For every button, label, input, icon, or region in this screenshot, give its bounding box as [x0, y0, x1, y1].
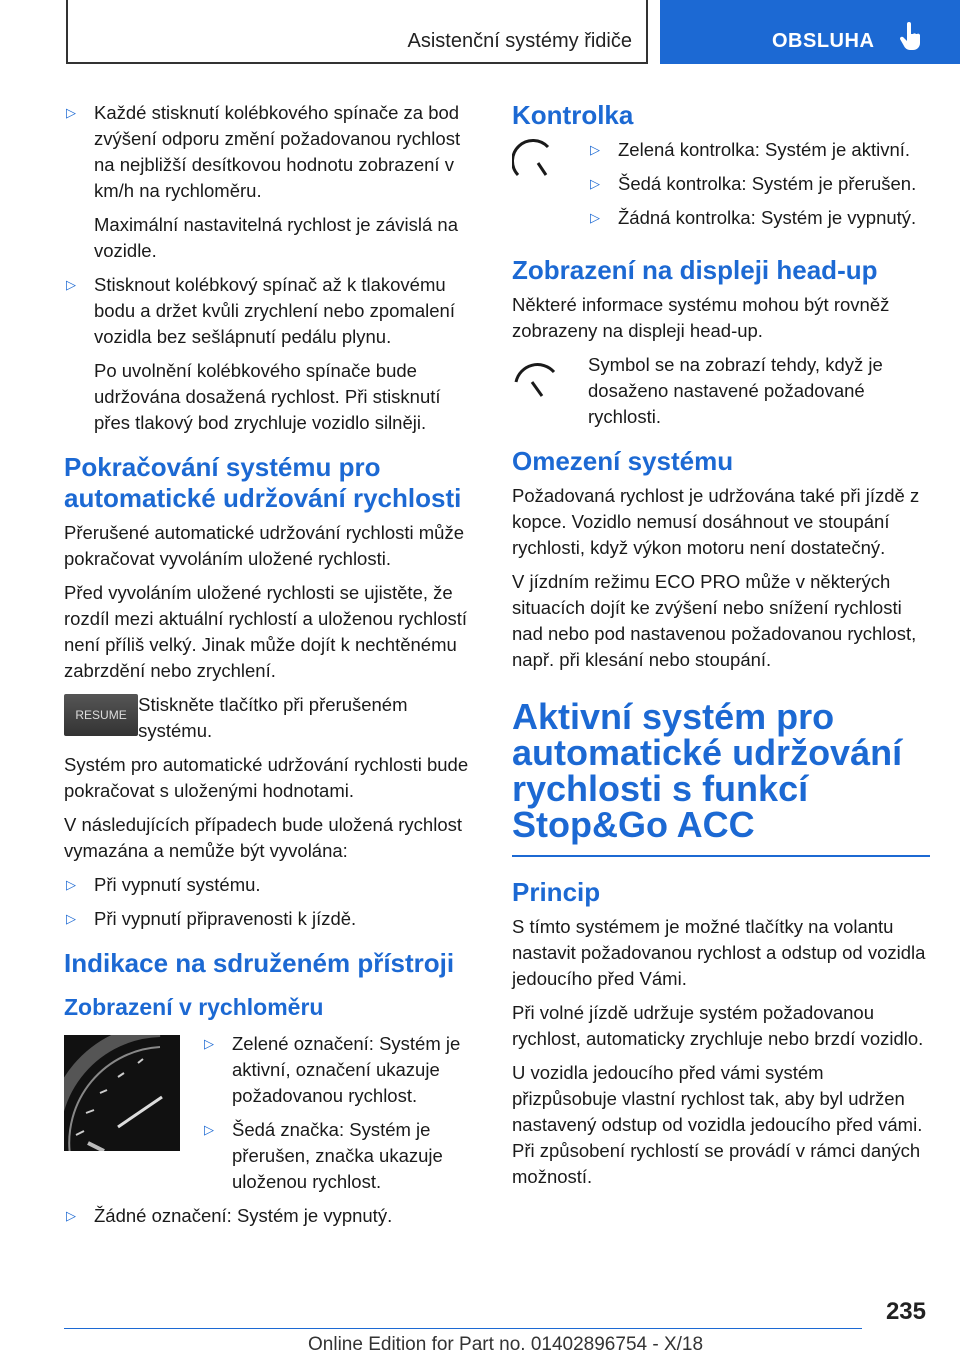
triangle-bullet-icon: ▷	[590, 210, 600, 225]
footer-edition: Online Edition for Part no. 01402896754 - X/18	[308, 1334, 704, 1355]
head-up-symbol-text: Symbol se na zobrazí tehdy, když je dosaženo nastavené požadované rychlosti.	[588, 354, 883, 427]
heading-acc: Aktivní systém pro automatické udržování rychlosti s funkcí Stop&Go ACC	[512, 696, 903, 845]
footer-rule	[64, 1328, 862, 1329]
triangle-bullet-icon: ▷	[204, 1122, 214, 1137]
heading-principle: Princip	[512, 877, 601, 907]
list-item: ▷ Při vypnutí připravenosti k jízdě.	[64, 906, 478, 932]
left-column	[64, 100, 478, 1237]
hand-pointer-icon	[898, 22, 924, 52]
chapter-title: Asistenční systémy řidiče	[407, 30, 632, 52]
speedometer-image	[64, 1035, 180, 1151]
triangle-bullet-icon: ▷	[66, 277, 76, 292]
paragraph: Při volné jízdě udržuje systém požadovanou rychlost, automaticky zrychluje nebo brzdí vozidlo.	[512, 1002, 924, 1049]
paragraph: Některé informace systému mohou být rovněž zobrazeny na displeji head-up.	[512, 294, 890, 341]
cruise-indicator-icon	[512, 137, 558, 183]
list-item: ▷ Žádné označení: Systém je vypnutý.	[64, 1203, 478, 1229]
paragraph: Před vyvoláním uložené rychlosti se ujistěte, že rozdíl mezi aktuální rychlostí a uloženou rychlostí není příliš velký. Jinak může dojít k nechtěnému zabrzdění nebo zrychlení.	[64, 582, 468, 681]
indicator-block	[512, 137, 930, 239]
triangle-bullet-icon: ▷	[66, 877, 76, 892]
heading-indicator: Kontrolka	[512, 100, 634, 130]
header-frame	[66, 0, 648, 64]
resume-button-icon: RESUME	[64, 694, 138, 736]
paragraph: U vozidla jedoucího před vámi systém přizpůsobuje vlastní rychlost tak, aby byl udržen nastavený odstup od vozidla jedoucího před vámi. Při způsobení rychlostí se provádí v rámci daných možností.	[512, 1062, 923, 1187]
heading-head-up: Zobrazení na displeji head-up	[512, 255, 878, 285]
list-item-note: Maximální nastavitelná rychlost je závislá na vozidle.	[94, 214, 458, 261]
resume-text: Stiskněte tlačítko při přerušeném systému.	[138, 694, 408, 741]
triangle-bullet-icon: ▷	[590, 142, 600, 157]
heading-limits: Omezení systému	[512, 446, 734, 476]
resume-instruction	[64, 692, 478, 744]
heading-rule	[512, 855, 930, 857]
paragraph: V jízdním režimu ECO PRO může v některých situacích dojít ke zvýšení nebo snížení rychlosti nad nebo pod nastavenou požadovanou rychlost, např. při klesání nebo stoupání.	[512, 571, 917, 670]
paragraph: Požadovaná rychlost je udržována také při jízdě z kopce. Vozidlo nemusí dosáhnout ve stoupání rychlosti, když výkon motoru není dostatečný.	[512, 485, 920, 558]
heading-resume: Pokračování systému pro automatické udržování rychlosti	[64, 452, 462, 513]
triangle-bullet-icon: ▷	[590, 176, 600, 191]
head-up-symbol-icon	[512, 352, 562, 402]
list-item: ▷ Každé stisknutí kolébkového spínače za bod zvýšení odporu změní požadovanou rychlost na nejbližší desítkovou hodnotu zobrazení v km/h na rychloměru.	[66, 102, 461, 201]
list-item-note: Po uvolnění kolébkového spínače bude udržována dosažená rychlost. Při stisknutí přes tlakový bod zrychluje vozidlo silněji.	[94, 360, 441, 433]
paragraph: S tímto systémem je možné tlačítky na volantu nastavit požadovanou rychlost a odstup od vozidla jedoucího před Vámi.	[512, 916, 926, 989]
list-item: ▷ Stisknout kolébkový spínač až k tlakovému bodu a držet kvůli zrychlení nebo zpomalení vozidla bez sešlápnutí pedálu plynu.	[66, 274, 455, 347]
list-item: ▷ Žádná kontrolka: Systém je vypnutý.	[588, 205, 916, 231]
list-item: ▷ Zelená kontrolka: Systém je aktivní.	[588, 137, 916, 163]
triangle-bullet-icon: ▷	[66, 105, 76, 120]
triangle-bullet-icon: ▷	[204, 1036, 214, 1051]
triangle-bullet-icon: ▷	[66, 1208, 76, 1223]
paragraph: Přerušené automatické udržování rychlosti může pokračovat vyvoláním uložené rychlosti.	[64, 522, 464, 569]
list-item: ▷ Šedá značka: Systém je přerušen, značka ukazuje uloženou rychlost.	[204, 1119, 443, 1192]
list-item: ▷ Při vypnutí systému.	[64, 872, 478, 898]
speedometer-block	[64, 1031, 478, 1203]
head-up-symbol-block	[512, 352, 930, 430]
list-item: ▷ Šedá kontrolka: Systém je přerušen.	[588, 171, 916, 197]
list-item: ▷ Zelené označení: Systém je aktivní, označení ukazuje požadovanou rychlost.	[204, 1033, 461, 1106]
triangle-bullet-icon: ▷	[66, 911, 76, 926]
heading-speedometer: Zobrazení v rychloměru	[64, 994, 324, 1020]
heading-indication: Indikace na sdruženém přístroji	[64, 948, 455, 978]
section-tab	[660, 0, 960, 64]
paragraph: V následujících případech bude uložená rychlost vymazána a nemůže být vyvolána:	[64, 814, 463, 861]
right-column	[512, 100, 930, 1198]
page-number: 235	[885, 1298, 926, 1325]
section-label: OBSLUHA	[772, 30, 875, 52]
paragraph: Systém pro automatické udržování rychlosti bude pokračovat s uloženými hodnotami.	[64, 754, 469, 801]
